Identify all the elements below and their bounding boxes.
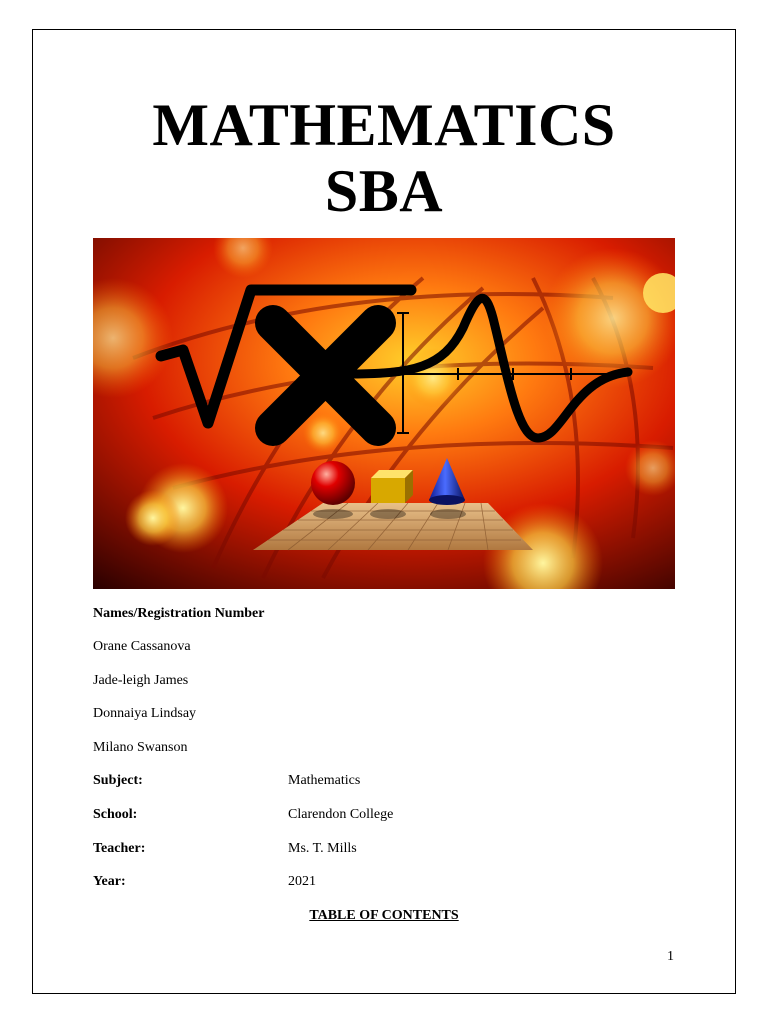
field-value-teacher: Ms. T. Mills [288, 841, 357, 856]
page-number: 1 [667, 949, 674, 964]
name-item: Donnaiya Lindsay [93, 706, 197, 721]
name-item: Jade-leigh James [93, 673, 189, 688]
document-title-line-1: MATHEMATICS [152, 92, 616, 158]
table-of-contents-heading [0, 908, 768, 924]
toc-heading-text: TABLE OF CONTENTS [309, 908, 459, 923]
field-label-subject: Subject: [93, 773, 143, 788]
cover-image [93, 238, 675, 589]
name-item: Orane Cassanova [93, 639, 191, 654]
field-label-teacher: Teacher: [93, 841, 146, 856]
names-heading: Names/Registration Number [93, 606, 265, 621]
document-title-line-2: SBA [324, 158, 444, 224]
field-value-subject: Mathematics [288, 773, 361, 788]
name-item: Milano Swanson [93, 740, 188, 755]
field-value-year: 2021 [288, 874, 316, 889]
field-label-year: Year: [93, 874, 126, 889]
field-label-school: School: [93, 807, 138, 822]
field-value-school: Clarendon College [288, 807, 394, 822]
